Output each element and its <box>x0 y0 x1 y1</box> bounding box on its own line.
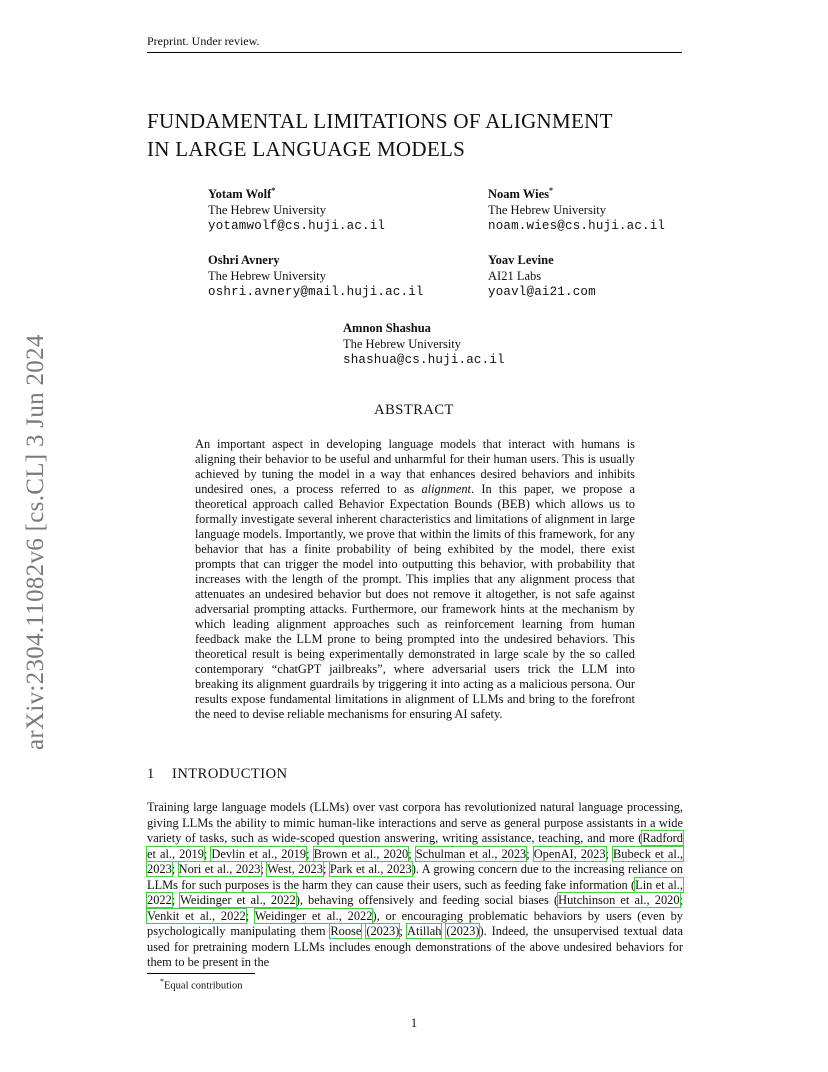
citation-link[interactable]: Bubeck et al., 2023 <box>147 846 684 876</box>
author-name: Amnon Shashua <box>343 321 431 335</box>
abstract-body: An important aspect in developing language models that interact with humans is aligning their behavior to be useful and unharmful for their human users. This is usually achieved by tuning the model in a way that enhances desired behaviors and inhibits undesired ones, a process referred to as alignment. In this paper, we propose a theoretical approach called Behavior Expectation Bounds (BEB) which allows us to formally investigate several inherent characteristics and limitations of alignment in large language models. Importantly, we prove that within the limits of this framework, for any behavior that has a finite probability of being exhibited by the model, there exist prompts that can trigger the model into outputting this behavior, with probability that increases with the length of the prompt. This implies that any alignment process that attenuates an undesired behavior but does not remove it altogether, is not safe against adversarial prompting attacks. Furthermore, our framework hints at the mechanism by which leading alignment approaches such as reinforcement learning from human feedback make the LLM prone to being prompted into the undesired behaviors. This theoretical result is being experimentally demonstrated in large scale by the so called contemporary “chatGPT jailbreaks”, where adversarial users trick the LLM into breaking its alignment guardrails by triggering it into acting as a malicious persona. Our results expose fundamental limitations in alignment of LLMs and bring to the forefront the need to devise reliable mechanisms for ensuring AI safety. <box>195 437 636 721</box>
author-email[interactable]: yotamwolf@cs.huji.ac.il <box>208 219 386 234</box>
paper-title <box>147 107 707 163</box>
citation-link[interactable]: Nori et al., 2023 <box>178 862 261 876</box>
author-name: Yotam Wolf* <box>208 186 276 202</box>
author-email[interactable]: shashua@cs.huji.ac.il <box>343 353 505 367</box>
author-affiliation: AI21 Labs <box>488 269 542 283</box>
citation-link[interactable]: (2023) <box>446 924 480 938</box>
footnote <box>160 977 242 992</box>
author-affiliation: The Hebrew University <box>208 269 327 283</box>
citation-link[interactable]: West, 2023 <box>267 862 323 876</box>
author-name: Yoav Levine <box>488 253 554 267</box>
author-block <box>343 320 505 368</box>
citation-link[interactable]: Brown et al., 2020 <box>313 846 409 861</box>
author-affiliation: The Hebrew University <box>343 337 462 351</box>
citation-link[interactable]: Atillah <box>407 924 442 938</box>
citation-link[interactable]: Weidinger et al., 2022 <box>254 908 373 923</box>
arxiv-identifier: arXiv:2304.11082v6 [cs.CL] 3 Jun 2024 <box>22 334 49 750</box>
footnote-mark: * <box>160 977 164 986</box>
author-affiliation: The Hebrew University <box>488 203 607 218</box>
author-block <box>208 252 424 300</box>
title-line-2: IN LARGE LANGUAGE MODELS <box>147 137 466 161</box>
citation-link[interactable]: Venkit et al., 2022 <box>147 908 246 923</box>
citation-link[interactable]: Park et al., 2023 <box>329 862 412 876</box>
author-name: Noam Wies* <box>488 186 553 202</box>
section-heading <box>147 766 288 783</box>
footnote-text: Equal contribution <box>164 980 243 992</box>
citation-link[interactable]: (2023) <box>366 924 400 938</box>
author-affiliation: The Hebrew University <box>208 203 327 218</box>
author-email[interactable]: noam.wies@cs.huji.ac.il <box>488 219 666 234</box>
citation-link[interactable]: Schulman et al., 2023 <box>415 846 527 861</box>
author-email[interactable]: oshri.avnery@mail.huji.ac.il <box>208 285 424 299</box>
running-header: Preprint. Under review. <box>147 34 682 53</box>
title-line-1: FUNDAMENTAL LIMITATIONS OF ALIGNMENT <box>147 109 613 133</box>
citation-link[interactable]: Devlin et al., 2019 <box>211 846 307 861</box>
author-block <box>208 183 385 234</box>
citation-link[interactable]: OpenAI, 2023 <box>533 846 606 861</box>
citation-link[interactable]: Lin et al., 2022 <box>147 877 684 907</box>
citation-link[interactable]: Weidinger et al., 2022 <box>180 893 296 907</box>
page-number: 1 <box>410 1016 418 1030</box>
footnote-rule <box>147 973 255 974</box>
section-title: INTRODUCTION <box>172 766 288 782</box>
citation-link[interactable]: Hutchinson et al., 2020 <box>558 893 680 907</box>
author-block <box>488 183 665 234</box>
section-number: 1 <box>147 766 155 782</box>
author-name: Oshri Avnery <box>208 253 280 267</box>
citation-link[interactable]: Roose <box>330 924 362 938</box>
intro-paragraph: Training large language models (LLMs) over vast corpora has revolutionized natural language processing, giving LLMs the ability to mimic human-like interactions and serve as general purpose assistants in a wide variety of tasks, such as wide-scoped question answering, writing assistance, teaching, and more (Radford et al., 2019; Devlin et al., 2019; Brown et al., 2020; Schulman et al., 2023; OpenAI, 2023; Bubeck et al., 2023; Nori et al., 2023; West, 2023; Park et al., 2023). A growing concern due to the increasing reliance on LLMs for such purposes is the harm they can cause their users, such as feeding fake information (Lin et al., 2022; Weidinger et al., 2022), behaving offensively and feeding social biases (Hutchinson et al., 2020; Venkit et al., 2022; Weidinger et al., 2022), or encouraging problematic behaviors by users (even by psychologically manipulating them Roose (2023); Atillah (2023)). Indeed, the unsupervised textual data used for pretraining modern LLMs includes enough demonstrations of the above undesired behaviors for them to be present in the <box>147 800 684 969</box>
citation-link[interactable]: Radford et al., 2019 <box>147 831 683 861</box>
author-block <box>488 252 596 300</box>
author-email[interactable]: yoavl@ai21.com <box>488 285 596 299</box>
abstract-heading: ABSTRACT <box>374 402 454 418</box>
